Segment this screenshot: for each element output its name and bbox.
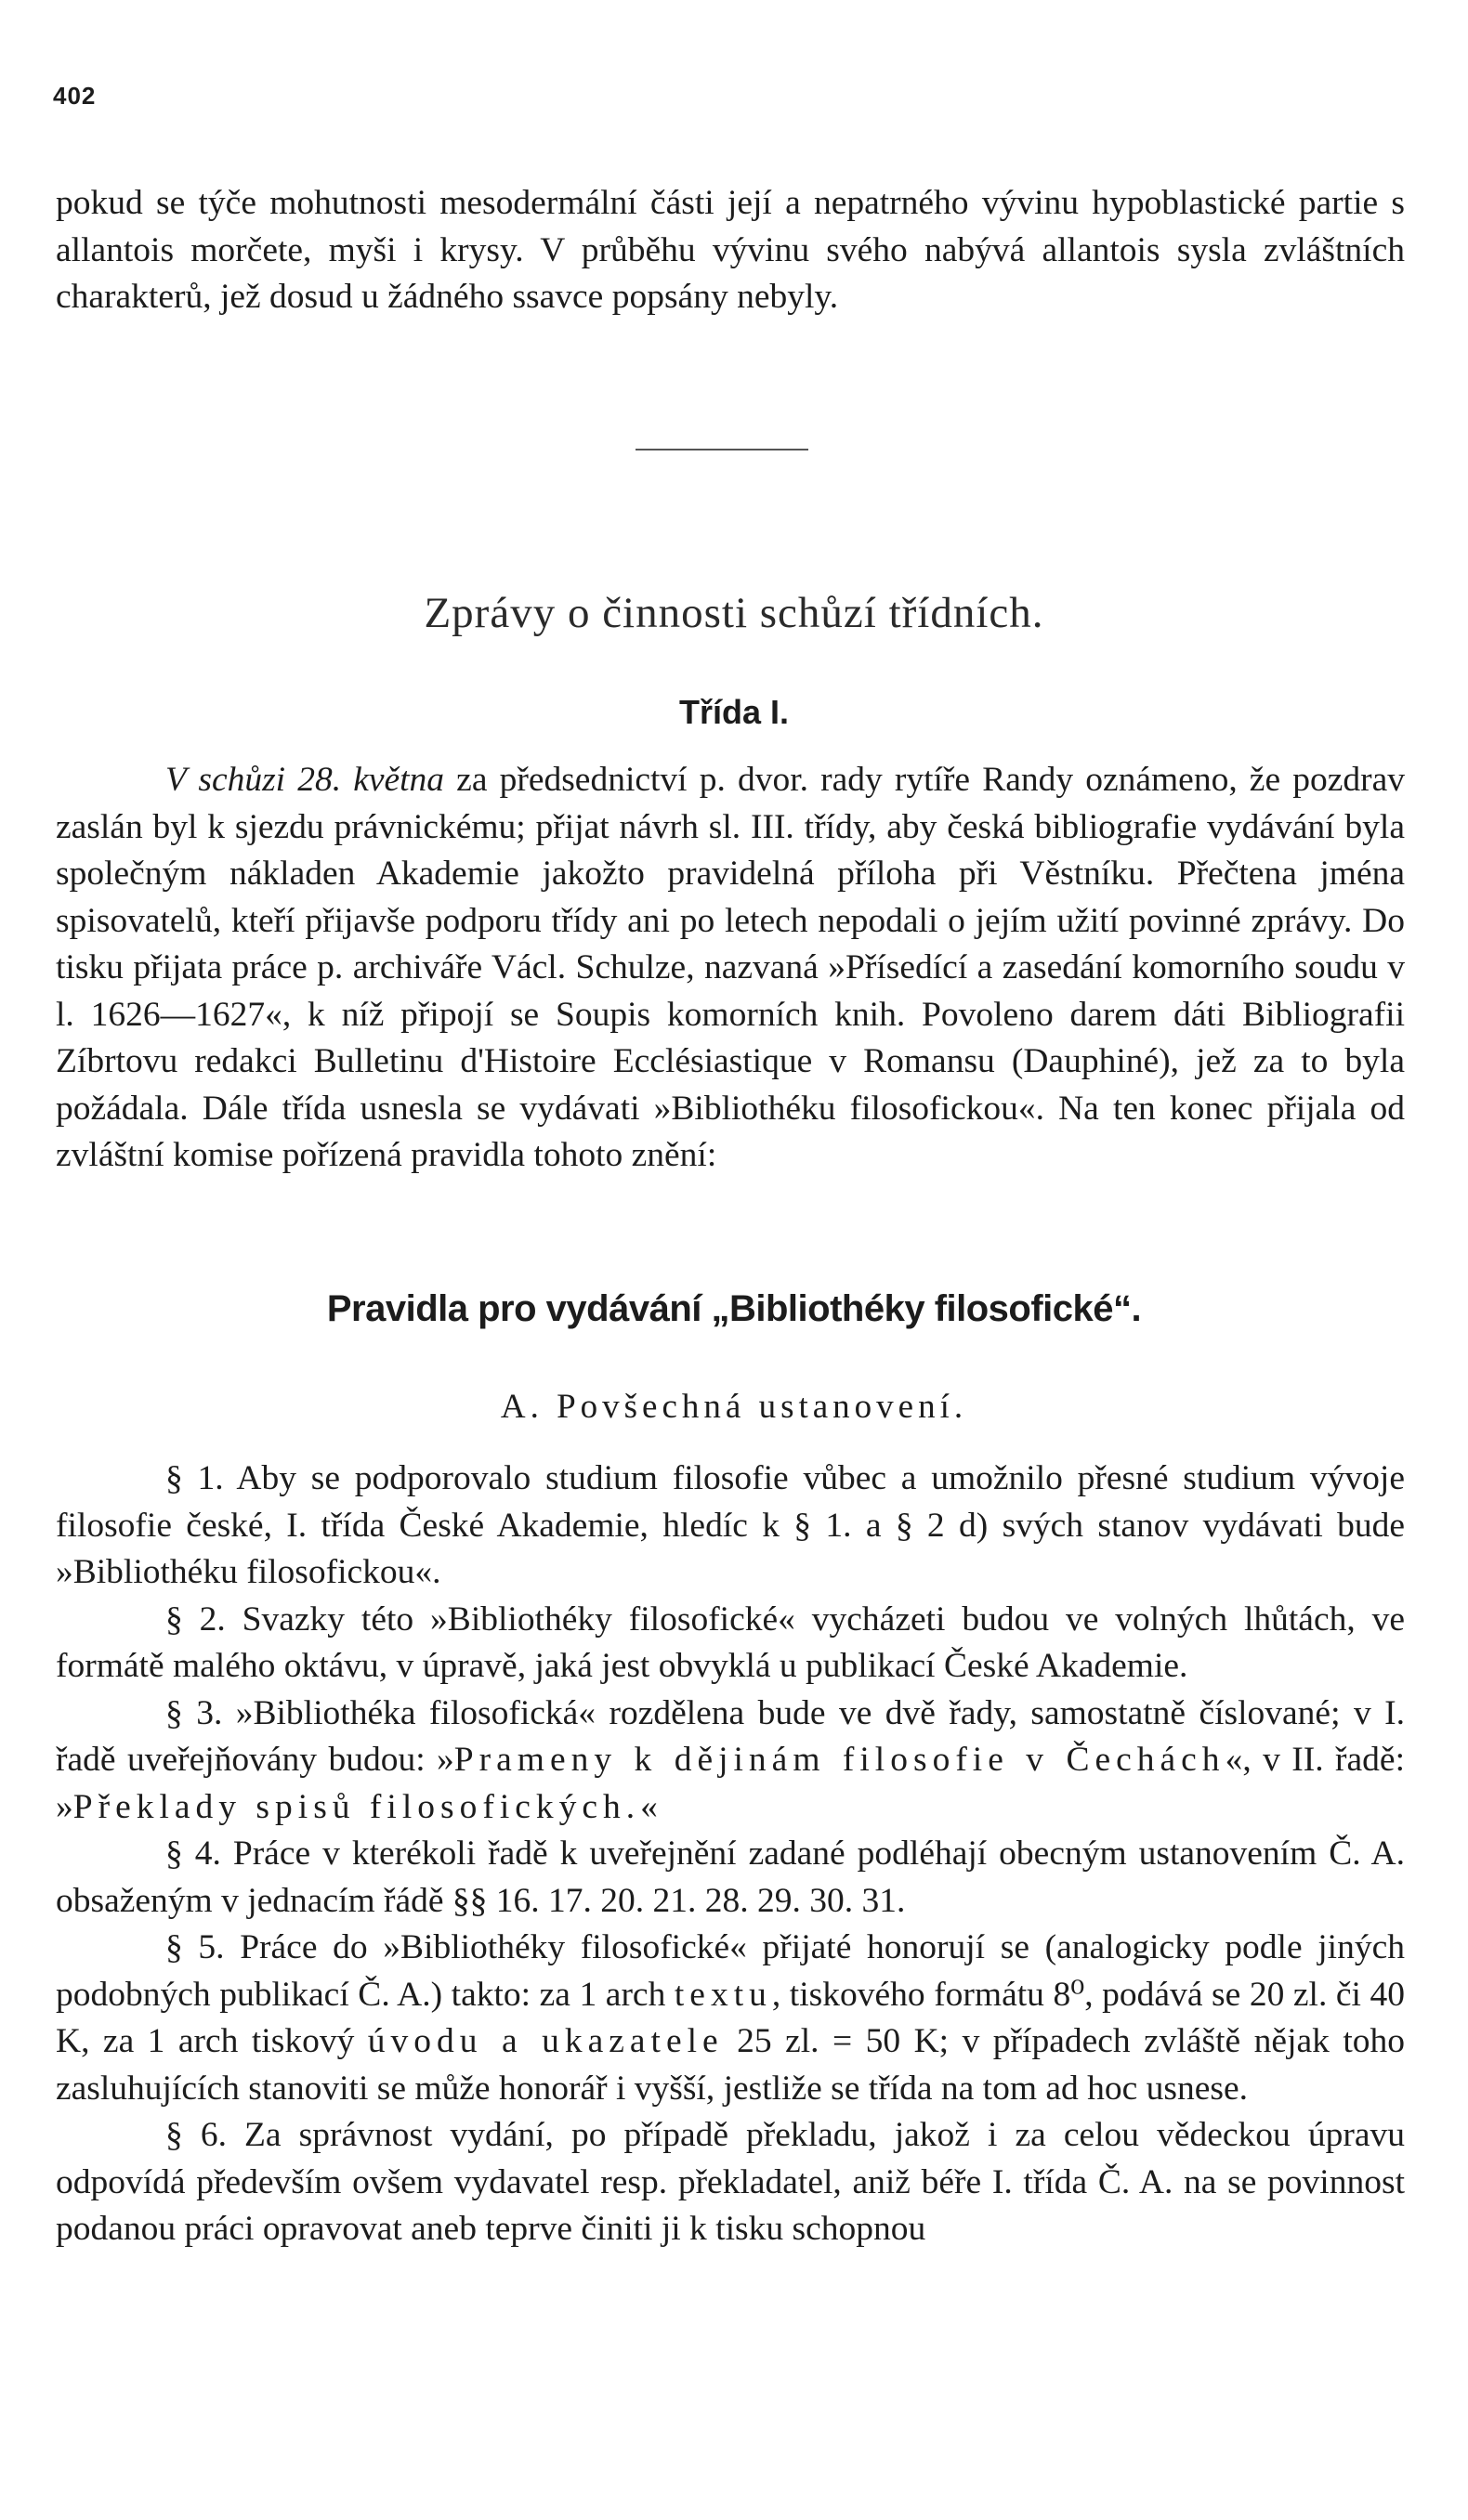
rule-3-series-2: Překlady spisů filosofických. bbox=[72, 1787, 641, 1826]
rules-title: Pravidla pro vydávání „Bibliothéky filosofické“. bbox=[326, 1288, 1142, 1329]
meeting-report bbox=[56, 757, 1405, 1180]
rule-paragraph-2: § 2. Svazky této »Bibliothéky filosofické« vycházeti budou ve volných lhůtách, ve formátě malého oktávu, v úpravě, jaká jest obvyklá u publikací České Akademie. bbox=[56, 1599, 1405, 1685]
rule-paragraph-4: § 4. Práce v kterékoli řadě k uveřejnění zadané podléhají obecným ustanovením Č. A. obsaženým v jednacím řádě §§ 16. 17. 20. 21. 28. 29. 30. 31. bbox=[56, 1835, 1405, 1920]
page-number: 402 bbox=[53, 82, 97, 110]
rule-paragraph-5 bbox=[56, 1925, 1405, 2112]
rule-5-intro-emph: úvodu a ukazatele bbox=[367, 2022, 724, 2060]
section-title: Zprávy o činnosti schůzí třídních. bbox=[424, 589, 1044, 637]
rules-body bbox=[56, 1456, 1405, 2253]
rule-5-text-emph: textu bbox=[674, 1975, 772, 2014]
class-title: Třída I. bbox=[678, 693, 790, 731]
rule-3-text-c: «, v II. řadě: » bbox=[56, 1741, 1405, 1826]
rule-3-text-e: « bbox=[640, 1787, 658, 1826]
meeting-paragraph bbox=[56, 757, 1405, 1180]
rules-part-a-heading: A. Povšechná ustanovení. bbox=[500, 1388, 968, 1426]
meeting-date: V schůzi 28. května bbox=[165, 761, 445, 799]
rule-3-series-1: Prameny k dějinám filosofie v Čechách bbox=[453, 1741, 1226, 1779]
rule-paragraph-6: § 6. Za správnost vydání, po případě překladu, jakož i za celou vědeckou úpravu odpovídá především ovšem vydavatel resp. překladatel, aniž béře I. třída Č. A. na se povinnost podanou práci opravovat aneb teprve činiti ji k tisku schopnou bbox=[56, 2116, 1405, 2248]
rule-3-text-a: § 3. »Bibliothéka filosofická« rozdělena bude ve dvě řady, samostatně číslované; v I. řadě uveřejňovány budou: » bbox=[56, 1693, 1405, 1779]
rule-paragraph-1: § 1. Aby se podporovalo studium filosofie vůbec a umožnilo přesné studium vývoje filosofie české, I. třída České Akademie, hledíc k § 1. a § 2 d) svých stanov vydávati bude »Bibliothéku filosofickou«. bbox=[56, 1459, 1405, 1591]
rule-5-text-a: § 5. Práce do »Bibliothéky filosofické« přijaté honorují se (analogicky podle jiných podobných publikací Č. A.) takto: za 1 arch bbox=[56, 1928, 1405, 2014]
intro-paragraph: pokud se týče mohutnosti mesodermální části její a nepatrného vývinu hypoblastické partie s allantois morčete, myši i krysy. V průběhu vývinu svého nabývá allantois sysla zvláštních charakterů, jež dosud u žádného ssavce popsány nebyly. bbox=[56, 184, 1405, 316]
section-divider bbox=[636, 449, 808, 450]
rule-5-text-e: 25 zl. = 50 K; v případech zvláště nějak toho zasluhujících stanoviti se může honorář i vyšší, jestliže se třída na tom ad hoc usnese. bbox=[56, 2022, 1406, 2108]
rule-paragraph-3 bbox=[56, 1691, 1405, 1832]
meeting-text: za předsednictví p. dvor. rady rytíře Randy oznámeno, že pozdrav zaslán byl k sjezdu právnickému; přijat návrh sl. III. třídy, aby česká bibliografie vydávání byla společným nákladen Akademie jakožto pravidelná příloha při Věstníku. Přečtena jména spisovatelů, kteří přijavše podporu třídy ani po letech nepodali o jejím užití povinné zprávy. Do tisku přijata práce p. archiváře Václ. Schulze, nazvaná »Přísedící a zasedání komorního soudu v l. 1626—1627«, k níž připojí se Soupis komorních knih. Povoleno darem dáti Bibliografii Zíbrtovu redakci Bulletinu d'Histoire Ecclésiastique v Romansu (Dauphiné), jež za to byla požádala. Dále třída usnesla se vydávati »Bibliothéku filosofickou«. Na ten konec přijala od zvláštní komise pořízená pravidla tohoto znění: bbox=[56, 761, 1405, 1174]
rule-5-text-c: , tiskového formátu 8⁰, podává se 20 zl. či 40 K, za 1 arch tiskový bbox=[56, 1975, 1405, 2060]
